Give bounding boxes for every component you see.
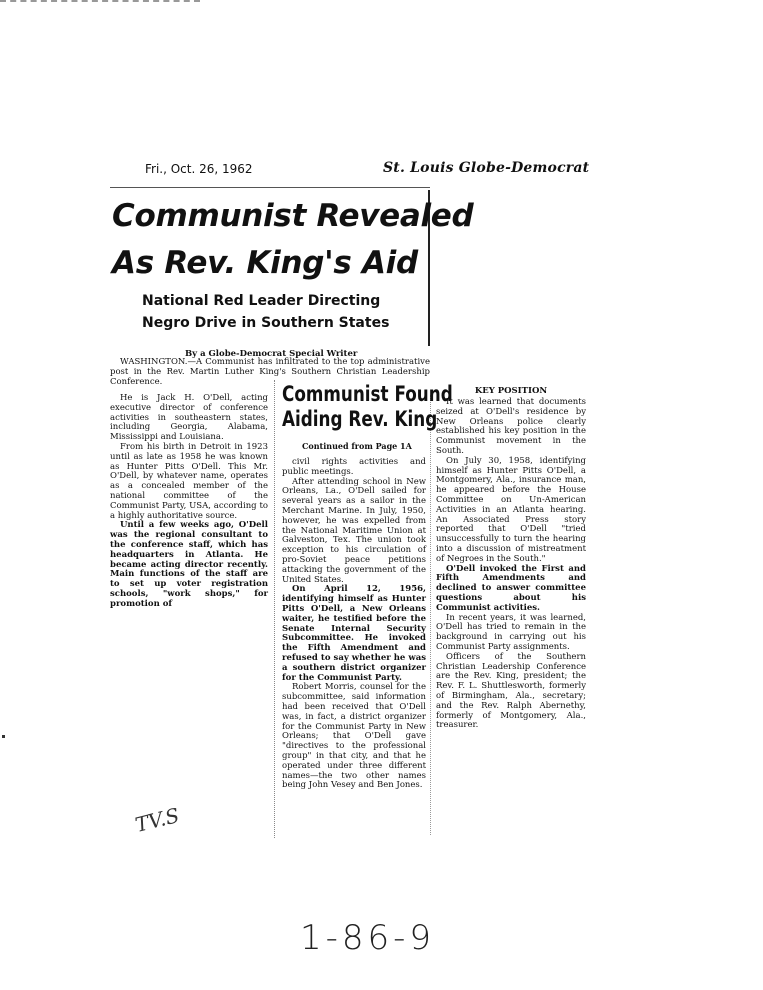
deck-line-2: Negro Drive in Southern States: [142, 315, 390, 331]
continuation-headline-line-2: Aiding Rev. King: [282, 407, 438, 431]
column-divider: [430, 395, 432, 835]
dateline: Fri., Oct. 26, 1962: [145, 162, 253, 176]
column2-paragraph: Robert Morris, counsel for the subcommittee, said information had been received that O'Dell was, in fact, a district organizer for the Communist Party in New Orleans; that O'Dell gave "directives to the professional group" in that city, and that he operated under three different names—the two other names being John Vesey and Ben Jones.: [282, 682, 426, 791]
column1-paragraph: He is Jack H. O'Dell, acting executive director of conference activities in southeastern states, including Georgia, Alabama, Mississippi and Louisiana.: [110, 393, 268, 443]
column-divider: [274, 380, 276, 838]
newspaper-name: St. Louis Globe-Democrat: [383, 160, 590, 176]
handwritten-initials: TV.S: [132, 802, 182, 838]
continuation-headline-line-1: Communist Found: [282, 382, 453, 406]
continued-from-note: Continued from Page 1A: [302, 441, 412, 451]
article-column-2: [282, 458, 426, 791]
header-rule: [110, 187, 430, 188]
top-edge-marks: [0, 0, 200, 5]
column2-paragraph: After attending school in New Orleans, La., O'Dell sailed for several years as a sailor in the Merchant Marine. In July, 1950, however, he was expelled from the National Maritime Union at Galveston, Tex. The union took exception to his circulation of pro-Soviet peace petitions attacking the government of the United States.: [282, 476, 426, 585]
handwritten-file-number: 1-86-9: [300, 918, 436, 958]
column1-paragraph: From his birth in Detroit in 1923 until as late as 1958 he was known as Hunter Pitts O'Dell. This Mr. O'Dell, by whatever name, operates as a concealed member of the national committee of the Communist Party, USA, according to a highly authoritative source.: [110, 441, 268, 521]
headline-line-2: As Rev. King's Aid: [112, 245, 418, 281]
column2-paragraph: On April 12, 1956, identifying himself as Hunter Pitts O'Dell, a New Orleans waiter, he testified before the Senate Internal Security Subcommittee. He invoked the Fifth Amendment and refused to say whether he was a southern district organizer for the Communist Party.: [282, 584, 426, 683]
column3-paragraph: It was learned that documents seized at O'Dell's residence by New Orleans police clearly established his key position in the Communist movement in the South.: [436, 397, 586, 456]
deck-line-1: National Red Leader Directing: [142, 293, 381, 309]
column2-paragraph: civil rights activities and public meetings.: [282, 457, 426, 477]
byline: By a Globe-Democrat Special Writer: [185, 349, 358, 359]
column3-paragraph: O'Dell invoked the First and Fifth Amendments and declined to answer committee questions about his Communist activities.: [436, 563, 586, 613]
column3-paragraph: On July 30, 1958, identifying himself as Hunter Pitts O'Dell, a Montgomery, Ala., insurance man, he appeared before the House Committee on Un-American Activities in an Atlanta hearing. An Associated Press story reported that O'Dell "tried unsuccessfully to turn the hearing into a discussion of mistreatment of Negroes in the South.": [436, 455, 586, 564]
article-column-3: [436, 398, 586, 731]
section-heading: KEY POSITION: [474, 386, 548, 396]
lead-text: WASHINGTON.—A Communist has infiltrated to the top administrative post in the Rev. Martin Luther King's Southern Christian Leadership Conference.: [110, 357, 430, 387]
column3-paragraph: Officers of the Southern Christian Leadership Conference are the Rev. King, president; the Rev. F. L. Shuttlesworth, formerly of Birmingham, Ala., secretary; and the Rev. Ralph Abernethy, formerly of Montgomery, Ala., treasurer.: [436, 651, 586, 731]
article-column-1: [110, 394, 268, 610]
scan-speck: [2, 735, 5, 738]
headline-line-1: Communist Revealed: [112, 198, 474, 234]
column1-paragraph: Until a few weeks ago, O'Dell was the regional consultant to the conference staff, which has headquarters in Atlanta. He became acting director recently. Main functions of the staff are to set up voter registration schools, "work shops," for promotion of: [110, 520, 268, 609]
continuation-headline: [282, 382, 453, 432]
column3-paragraph: In recent years, it was learned, O'Dell has tried to remain in the background in carrying out his Communist Party assignments.: [436, 612, 586, 652]
